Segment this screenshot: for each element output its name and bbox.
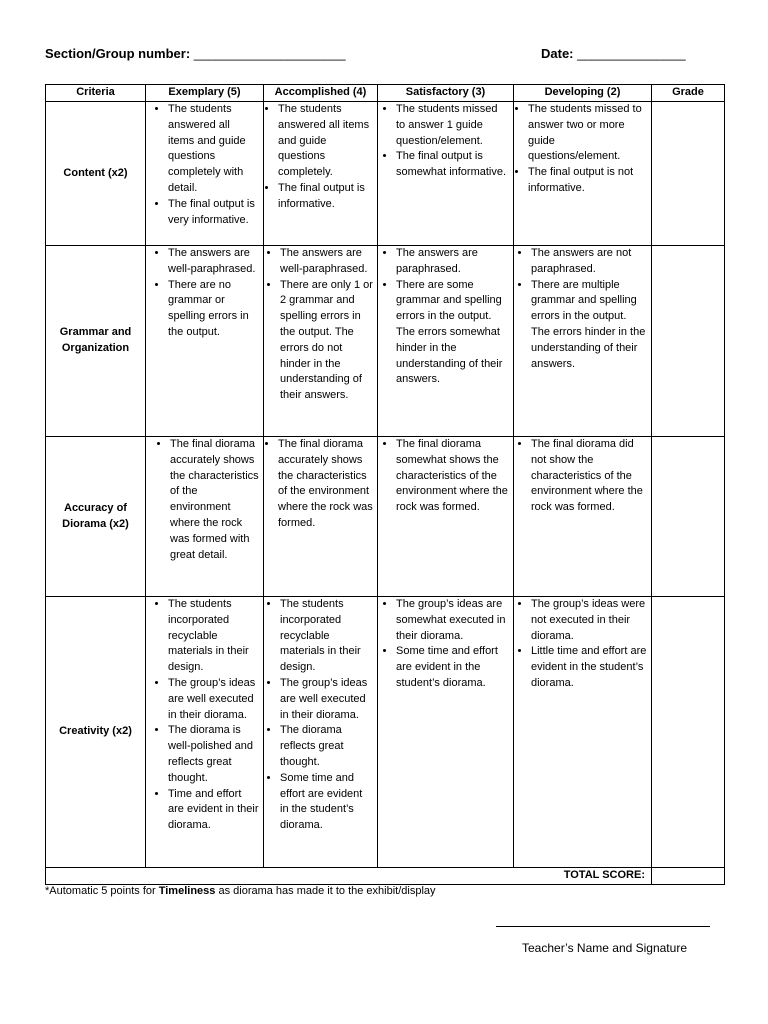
table-row bbox=[46, 246, 725, 437]
accomplished-cell bbox=[264, 597, 378, 868]
descriptor-item: • The students answered all items and guide questions completely. bbox=[278, 102, 373, 181]
exemplary-cell bbox=[146, 597, 264, 868]
descriptor-item: • The diorama reflects great thought. bbox=[280, 723, 373, 770]
accomplished-cell bbox=[264, 246, 378, 437]
total-score-label: TOTAL SCORE: bbox=[46, 868, 652, 885]
criteria-cell: Creativity (x2) bbox=[46, 597, 146, 868]
descriptor-item: • The final diorama did not show the characteristics of the environment where the rock was formed. bbox=[531, 437, 647, 516]
descriptor-item: • The answers are well-paraphrased. bbox=[168, 246, 259, 278]
descriptor-item: • There are only 1 or 2 grammar and spelling errors in the output. The errors do not hinder in the understanding of their answers. bbox=[280, 278, 373, 404]
satisfactory-cell bbox=[378, 102, 514, 246]
accomplished-cell bbox=[264, 437, 378, 597]
descriptor-item: • The final diorama accurately shows the characteristics of the environment where the rock was formed with great detail. bbox=[170, 437, 259, 563]
accomplished-cell bbox=[264, 102, 378, 246]
column-header-criteria: Criteria bbox=[46, 85, 146, 102]
total-score-row bbox=[46, 868, 725, 885]
developing-cell bbox=[514, 246, 652, 437]
descriptor-item: • The students missed to answer 1 guide question/element. bbox=[396, 102, 509, 149]
section-group-field bbox=[45, 46, 346, 61]
date-blank[interactable]: _______________ bbox=[577, 46, 686, 61]
rubric-table bbox=[45, 84, 725, 885]
table-row bbox=[46, 597, 725, 868]
date-label: Date: bbox=[541, 46, 574, 61]
total-score-cell[interactable] bbox=[652, 868, 725, 885]
descriptor-item: • The final output is informative. bbox=[278, 181, 373, 213]
developing-cell bbox=[514, 597, 652, 868]
descriptor-item: • The students incorporated recyclable materials in their design. bbox=[168, 597, 259, 676]
timeliness-footnote bbox=[45, 885, 436, 897]
grade-cell[interactable] bbox=[652, 437, 725, 597]
date-field bbox=[541, 46, 686, 61]
descriptor-item: • The diorama is well-polished and reflects great thought. bbox=[168, 723, 259, 786]
exemplary-cell bbox=[146, 102, 264, 246]
descriptor-item: • There are multiple grammar and spelling errors in the output. The errors hinder in the understanding of their answers. bbox=[531, 278, 647, 373]
grade-cell[interactable] bbox=[652, 246, 725, 437]
grade-cell[interactable] bbox=[652, 102, 725, 246]
descriptor-item: • Some time and effort are evident in the student’s diorama. bbox=[396, 644, 509, 691]
descriptor-item: • The final output is somewhat informative. bbox=[396, 149, 509, 181]
signature-line[interactable] bbox=[496, 916, 710, 927]
descriptor-item: • The final diorama somewhat shows the characteristics of the environment where the rock was formed. bbox=[396, 437, 509, 516]
footnote-suffix: as diorama has made it to the exhibit/display bbox=[215, 885, 436, 897]
column-header-exemplary: Exemplary (5) bbox=[146, 85, 264, 102]
section-group-blank[interactable]: _____________________ bbox=[193, 46, 346, 61]
descriptor-item: • The final diorama accurately shows the characteristics of the environment where the rock was formed. bbox=[278, 437, 373, 532]
descriptor-item: • The group’s ideas were not executed in their diorama. bbox=[531, 597, 647, 644]
table-row bbox=[46, 437, 725, 597]
satisfactory-cell bbox=[378, 246, 514, 437]
column-header-accomplished: Accomplished (4) bbox=[264, 85, 378, 102]
developing-cell bbox=[514, 102, 652, 246]
descriptor-item: • Time and effort are evident in their diorama. bbox=[168, 787, 259, 834]
satisfactory-cell bbox=[378, 437, 514, 597]
section-group-label: Section/Group number: bbox=[45, 46, 191, 61]
descriptor-item: • The group’s ideas are well executed in their diorama. bbox=[168, 676, 259, 723]
criteria-cell: Accuracy of Diorama (x2) bbox=[46, 437, 146, 597]
footnote-prefix: *Automatic 5 points for bbox=[45, 885, 159, 897]
column-header-satisfactory: Satisfactory (3) bbox=[378, 85, 514, 102]
descriptor-item: • The students missed to answer two or more guide questions/element. bbox=[528, 102, 647, 165]
footnote-emphasis: Timeliness bbox=[158, 885, 216, 897]
descriptor-item: • The students incorporated recyclable materials in their design. bbox=[280, 597, 373, 676]
column-header-grade: Grade bbox=[652, 85, 725, 102]
exemplary-cell bbox=[146, 437, 264, 597]
descriptor-item: • Little time and effort are evident in the student’s diorama. bbox=[531, 644, 647, 691]
descriptor-item: • The answers are not paraphrased. bbox=[531, 246, 647, 278]
descriptor-item: • There are no grammar or spelling errors in the output. bbox=[168, 278, 259, 341]
descriptor-item: • Some time and effort are evident in the student’s diorama. bbox=[280, 771, 373, 834]
descriptor-item: • The group’s ideas are somewhat executed in their diorama. bbox=[396, 597, 509, 644]
signature-label: Teacher’s Name and Signature bbox=[522, 941, 687, 955]
descriptor-item: • There are some grammar and spelling errors in the output. The errors somewhat hinder in the understanding of their answers. bbox=[396, 278, 509, 389]
descriptor-item: • The final output is very informative. bbox=[168, 197, 259, 229]
descriptor-item: • The final output is not informative. bbox=[528, 165, 647, 197]
descriptor-item: • The answers are paraphrased. bbox=[396, 246, 509, 278]
table-header-row bbox=[46, 85, 725, 102]
descriptor-item: • The students answered all items and guide questions completely with detail. bbox=[168, 102, 259, 197]
developing-cell bbox=[514, 437, 652, 597]
table-row bbox=[46, 102, 725, 246]
descriptor-item: • The answers are well-paraphrased. bbox=[280, 246, 373, 278]
criteria-cell: Content (x2) bbox=[46, 102, 146, 246]
column-header-developing: Developing (2) bbox=[514, 85, 652, 102]
grade-cell[interactable] bbox=[652, 597, 725, 868]
satisfactory-cell bbox=[378, 597, 514, 868]
descriptor-item: • The group’s ideas are well executed in their diorama. bbox=[280, 676, 373, 723]
criteria-cell: Grammar and Organization bbox=[46, 246, 146, 437]
exemplary-cell bbox=[146, 246, 264, 437]
